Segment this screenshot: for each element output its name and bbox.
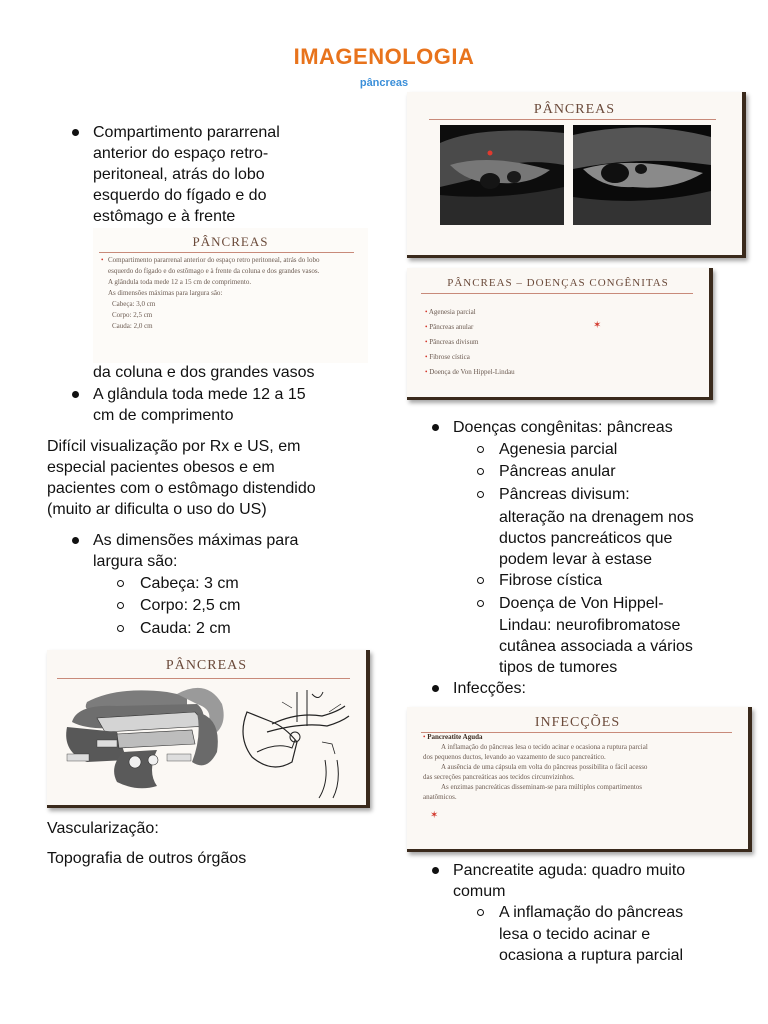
bullet-text: da coluna e dos grandes vasos [93, 364, 315, 381]
sub-item: Doença de Von Hippel- [499, 595, 664, 612]
bullet-dot [72, 129, 79, 136]
sub-item-cont: lesa o tecido acinar e [499, 926, 651, 943]
paragraph-text: (muito ar dificulta o uso do US) [47, 501, 267, 518]
paragraph-text: especial pacientes obesos e em [47, 459, 275, 476]
slide-divider [429, 119, 716, 120]
slide-divider [99, 252, 354, 253]
sub-bullet-circle [477, 600, 484, 607]
bullet-dot [432, 867, 439, 874]
slide-body: • Pancreatite Aguda A inflamação do pâncreas lesa o tecido acinar e ocasiona a ruptura parcial dos pequenos ductos, levando ao vazamento de suco pancreático. A ausência de uma cápsula em volta do pâncreas possibilita o fácil acesso das secreções pancreáticas aos tecidos circunvizinhos. As enzimas pancreáticas disseminam-se para múltiplos compartimentos anatômicos. [423, 733, 648, 801]
sub-item-cont: Lindau: neurofibromatose [499, 617, 681, 634]
sub-item-cont: tipos de tumores [499, 659, 618, 676]
sub-item: Corpo: 2,5 cm [140, 597, 241, 614]
slide-pancreas-text [93, 228, 368, 363]
slide-pancreas-ultrasound [407, 92, 746, 258]
laser-pointer-icon: ✶ [430, 810, 439, 821]
sub-item: A inflamação do pâncreas [499, 904, 684, 921]
sub-item-cont: podem levar à estase [499, 551, 652, 568]
bullet-text: Pancreatite aguda: quadro muito [453, 862, 686, 879]
section-label: Vascularização: [47, 820, 159, 837]
sub-item: Pâncreas anular [499, 463, 616, 480]
bullet-text: Doenças congênitas: pâncreas [453, 419, 673, 436]
slide-doencas-congenitas [407, 268, 713, 400]
page-title: IMAGENOLOGIA [293, 44, 475, 69]
sub-item-cont: ductos pancreáticos que [499, 530, 673, 547]
laser-pointer-icon: ✶ [593, 320, 602, 331]
bullet-text: Infecções: [453, 680, 526, 697]
bullet-text: cm de comprimento [93, 407, 234, 424]
bullet-text: estômago e à frente [93, 208, 236, 225]
sub-item-cont: alteração na drenagem nos [499, 509, 694, 526]
bullet-text: Compartimento pararrenal [93, 124, 280, 141]
sub-bullet-circle [117, 625, 124, 632]
bullet-dot [432, 685, 439, 692]
slide-title: PÂNCREAS [533, 102, 616, 117]
slide-divider [421, 293, 693, 294]
slide-infeccoes [407, 707, 752, 852]
sub-item: Agenesia parcial [499, 441, 618, 458]
slide-list: • Agenesia parcial • Pâncreas anular • Pâncreas divisum • Fibrose cística • Doença de Von Hippel-Lindau [425, 308, 515, 376]
page-subtitle: pâncreas [359, 77, 409, 89]
bullet-text: anterior do espaço retro- [93, 145, 269, 162]
slide-title: INFECÇÕES [534, 715, 621, 730]
bullet-text: comum [453, 883, 506, 900]
sub-bullet-circle [477, 446, 484, 453]
sub-item: Cauda: 2 cm [140, 620, 231, 637]
bullet-dot [432, 424, 439, 431]
bullet-text: largura são: [93, 553, 178, 570]
slide-body: • Compartimento pararrenal anterior do espaço retro peritoneal, atrás do lobo esquerdo do fígado e do estômago e à frente da coluna e dos grandes vasos. A glândula toda mede 12 a 15 cm de comprimento. As dimensões máximas para largura são: Cabeça: 3,0 cm Corpo: 2,5 cm Cauda: 2,0 cm [101, 256, 320, 330]
sub-item-cont: ocasiona a ruptura parcial [499, 947, 684, 964]
bullet-text: As dimensões máximas para [93, 532, 299, 549]
paragraph-text: Difícil visualização por Rx e US, em [47, 438, 301, 455]
bullet-text: A glândula toda mede 12 a 15 [93, 386, 306, 403]
sub-bullet-circle [477, 491, 484, 498]
paragraph-text: pacientes com o estômago distendido [47, 480, 316, 497]
bullet-dot [72, 537, 79, 544]
sub-bullet-circle [477, 909, 484, 916]
sub-item: Pâncreas divisum: [499, 486, 630, 503]
sub-bullet-circle [477, 468, 484, 475]
sub-item-cont: cutânea associada a vários [499, 638, 693, 655]
bullet-text: esquerdo do fígado e do [93, 187, 267, 204]
sub-item: Fibrose cística [499, 572, 603, 589]
sub-bullet-circle [117, 602, 124, 609]
section-label: Topografia de outros órgãos [47, 850, 247, 867]
ultrasound-image-right [573, 125, 711, 225]
anatomy-diagram-image [57, 682, 357, 800]
sub-bullet-circle [117, 580, 124, 587]
ultrasound-image-left [440, 125, 564, 225]
slide-pancreas-diagram [47, 650, 370, 808]
sub-bullet-circle [477, 577, 484, 584]
sub-item: Cabeça: 3 cm [140, 575, 239, 592]
slide-title: PÂNCREAS [192, 234, 269, 249]
bullet-dot [72, 391, 79, 398]
slide-title: PÂNCREAS [165, 658, 248, 673]
slide-title: PÂNCREAS – DOENÇAS CONGÊNITAS [447, 277, 669, 289]
slide-divider [57, 678, 350, 679]
bullet-text: peritoneal, atrás do lobo [93, 166, 265, 183]
